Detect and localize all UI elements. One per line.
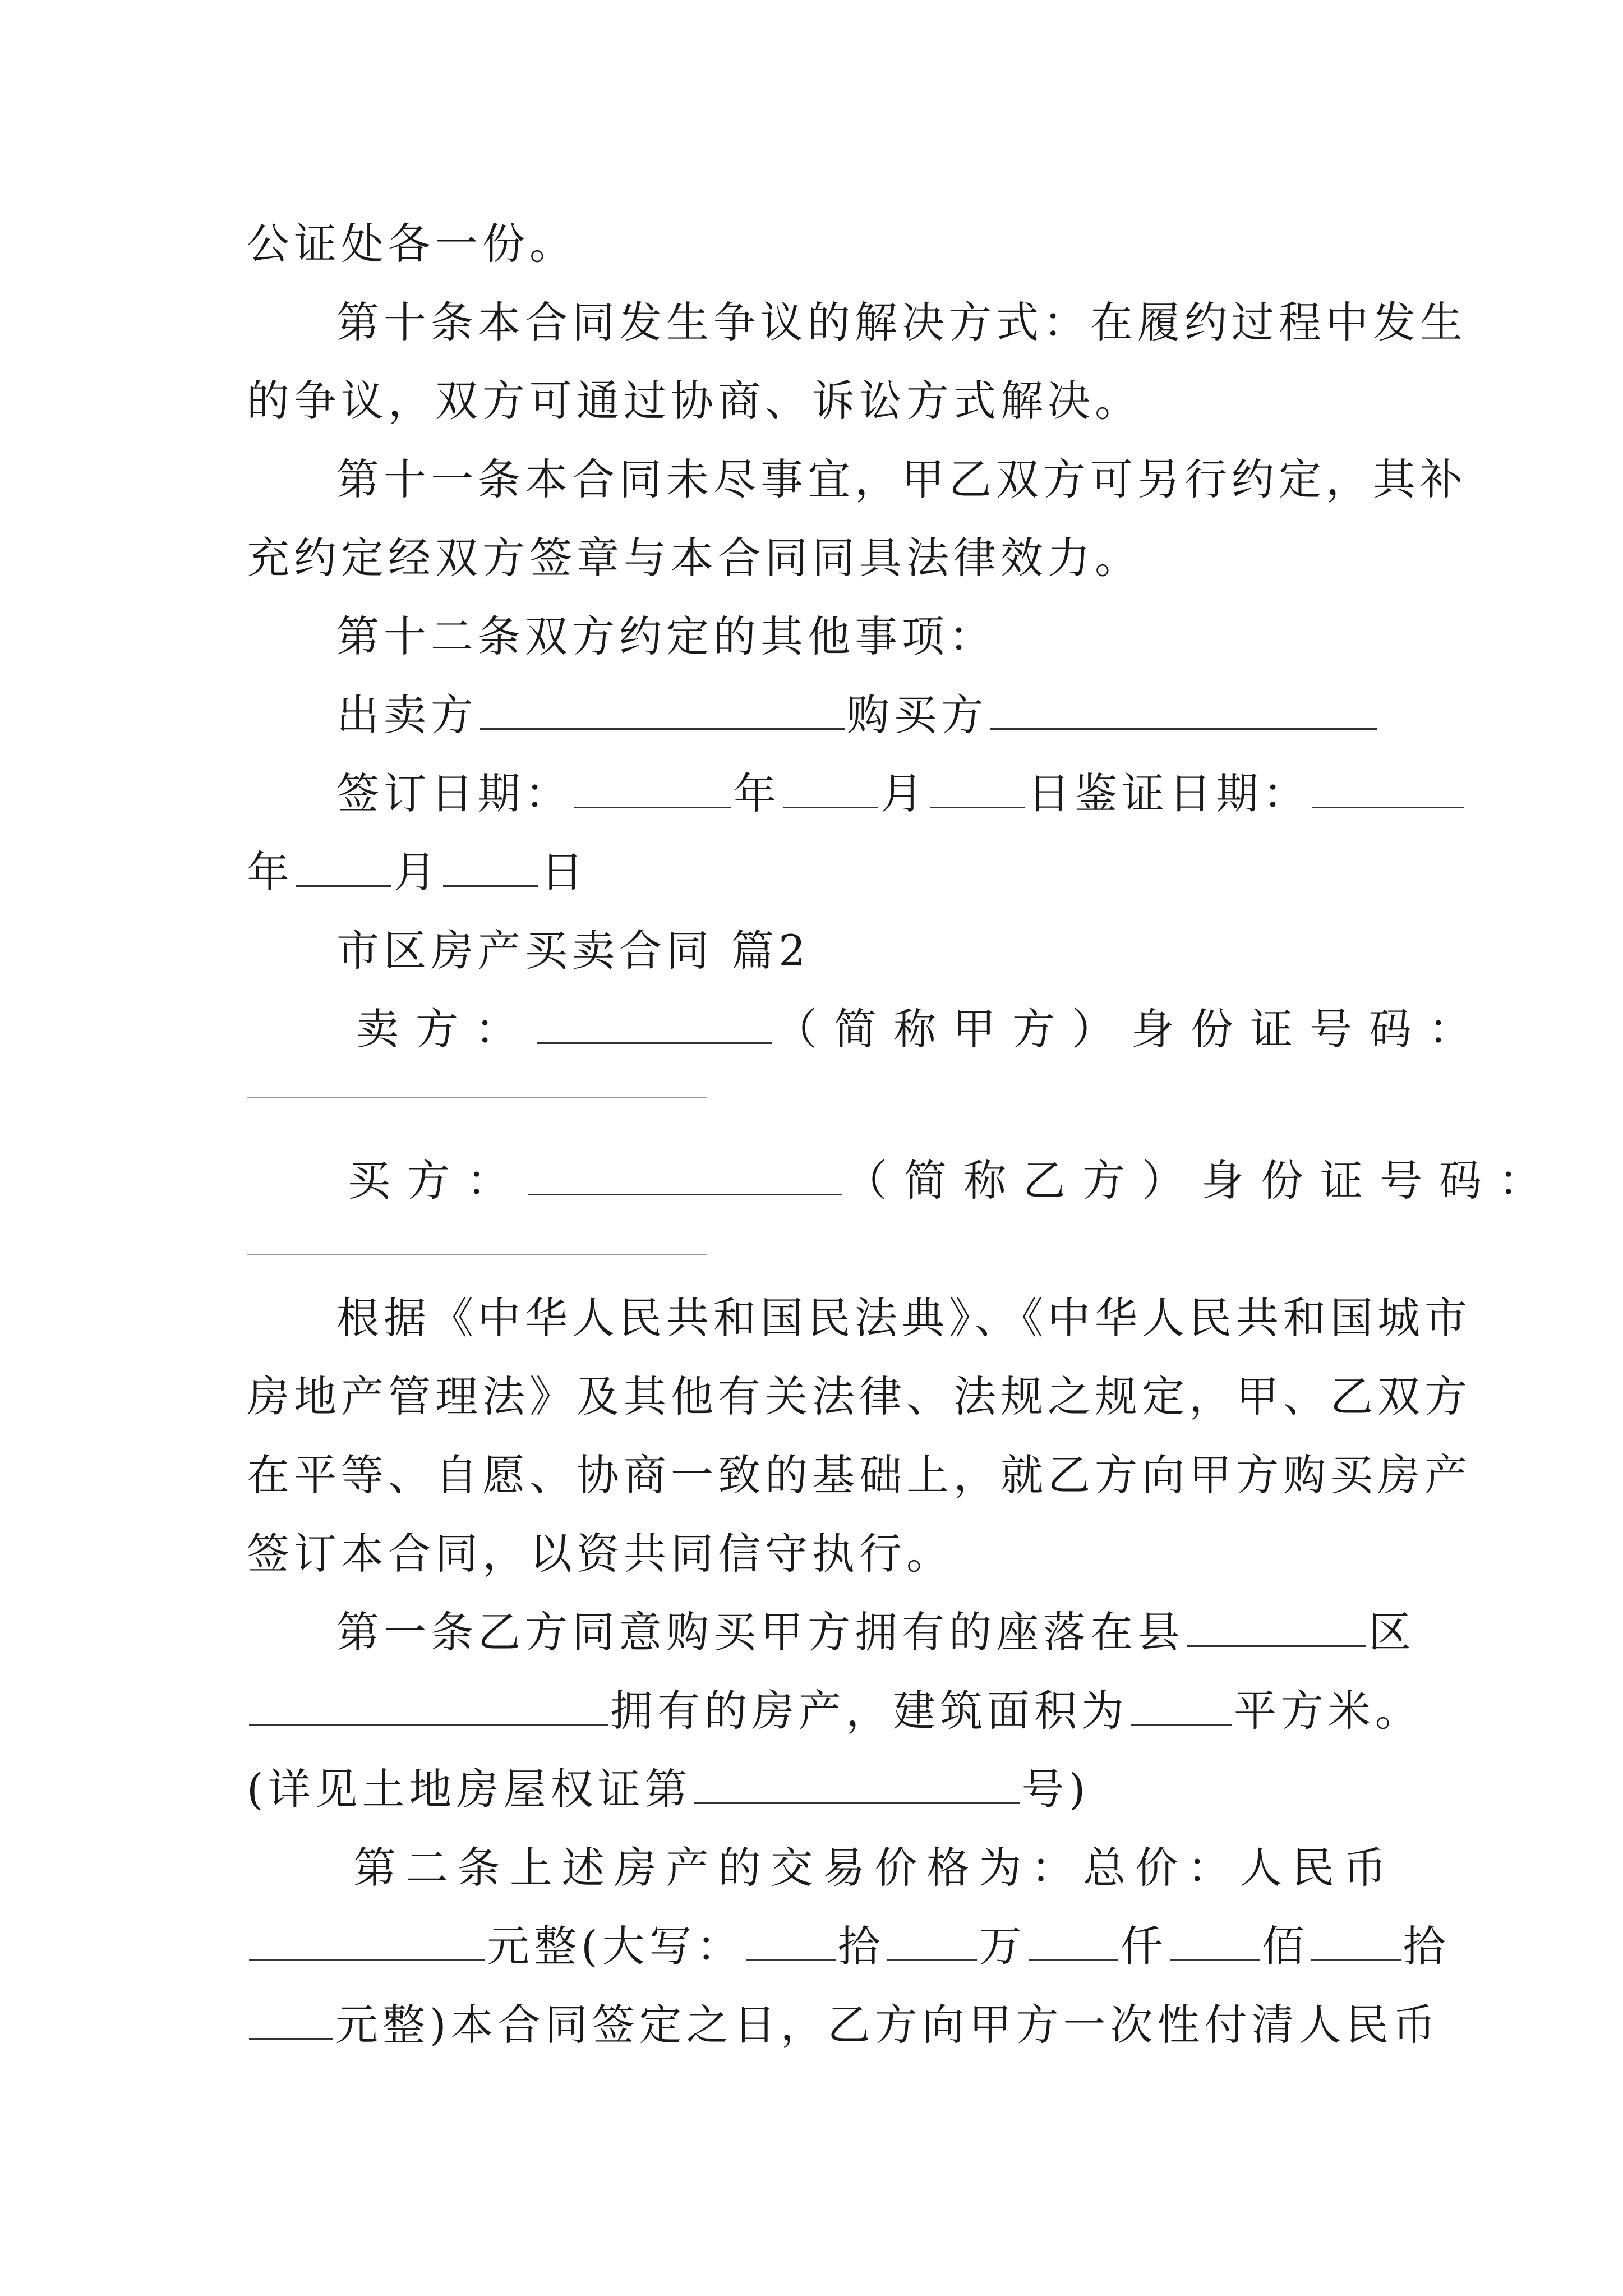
article-2-line-3 — [247, 1997, 1440, 2053]
preamble-line-4: 签订本合同，以资共同信守执行。 — [247, 1529, 953, 1579]
day-blank — [443, 846, 538, 887]
seller-name-blank — [537, 1003, 772, 1044]
article-1-text: 第一条乙方同意购买甲方拥有的座落在县 — [336, 1607, 1184, 1657]
verify-date-label: 日鉴证日期： — [1027, 769, 1310, 818]
buyer-id-label: （简称乙方）身份证号码： — [845, 1156, 1558, 1205]
year-blank — [574, 767, 731, 808]
capital-label: 元整(大写： — [487, 1921, 744, 1971]
buyer-label: 购买方 — [847, 690, 988, 740]
certificate-text: (详见土地房屋权证第 — [247, 1764, 692, 1814]
unit-label: 拾 — [1403, 1921, 1450, 1971]
certificate-suffix: 号) — [1021, 1764, 1090, 1814]
total-price-blank — [249, 1920, 485, 1961]
sign-date-label: 签订日期： — [336, 769, 572, 818]
buyer-label: 买方： — [348, 1156, 526, 1205]
seller-line — [356, 1001, 1488, 1057]
article-2-text: 元整)本合同签定之日，乙方向甲方一次性付清人民币 — [335, 2000, 1440, 2050]
seller-label: 出卖方 — [336, 690, 478, 740]
article-10-line-2: 的争议，双方可通过协商、诉讼方式解决。 — [247, 376, 1142, 426]
blank — [249, 1999, 333, 2040]
blank — [746, 1920, 836, 1961]
seller-id-blank — [247, 1097, 707, 1098]
article-12: 第十二条双方约定的其他事项： — [336, 611, 996, 661]
month-blank — [783, 767, 878, 808]
article-10-line-1: 第十条本合同发生争议的解决方式：在履约过程中发生 — [336, 297, 1467, 347]
day-blank — [930, 767, 1025, 808]
area-blank — [1131, 1685, 1232, 1726]
article-11-line-2: 充约定经双方签章与本合同同具法律效力。 — [247, 533, 1142, 583]
unit-label: 仟 — [1120, 1921, 1168, 1971]
article-11-line-1: 第十一条本合同未尽事宜，甲乙双方可另行约定，其补 — [336, 454, 1467, 504]
buyer-id-blank — [247, 1254, 707, 1255]
blank — [1170, 1920, 1260, 1961]
unit-label: 佰 — [1261, 1921, 1309, 1971]
article-1-line-3 — [247, 1761, 1391, 1818]
blank — [1029, 1920, 1118, 1961]
certificate-blank — [694, 1763, 1020, 1804]
unit-label: 拾 — [837, 1921, 885, 1971]
article-2-line-1: 第二条上述房产的交易价格为：总价：人民币 — [353, 1843, 1391, 1893]
blank — [1311, 1920, 1401, 1961]
article-1-line-1 — [336, 1604, 1415, 1660]
verify-year-blank — [1312, 767, 1464, 808]
seller-id-label: （简称甲方）身份证号码： — [774, 1004, 1488, 1054]
day-label: 日 — [541, 847, 588, 897]
month-label: 月 — [880, 769, 928, 818]
buyer-line — [348, 1153, 1558, 1209]
location-blank — [249, 1685, 608, 1726]
month-blank — [296, 846, 391, 887]
preamble-line-1: 根据《中华人民共和国民法典》、《中华人民共和国城市 — [336, 1293, 1472, 1343]
seller-blank — [480, 689, 845, 730]
county-blank — [1187, 1606, 1366, 1647]
year-label: 年 — [734, 769, 781, 818]
month-label: 月 — [394, 847, 441, 897]
year-label: 年 — [247, 847, 294, 897]
signature-line — [336, 687, 1391, 743]
article-2-line-2 — [247, 1918, 1450, 1975]
buyer-name-blank — [528, 1154, 842, 1195]
buyer-blank — [990, 689, 1377, 730]
date-line — [336, 766, 1391, 822]
area-unit: 平方米。 — [1234, 1686, 1422, 1736]
unit-label: 万 — [979, 1921, 1026, 1971]
district-label: 区 — [1368, 1607, 1415, 1657]
seller-label: 卖方： — [356, 1004, 534, 1054]
section-title: 市区房产买卖合同 篇2 — [336, 926, 810, 976]
preamble-line-2: 房地产管理法》及其他有关法律、法规之规定，甲、乙双方 — [247, 1372, 1472, 1421]
area-text: 拥有的房产，建筑面积为 — [610, 1686, 1128, 1736]
article-1-line-2 — [247, 1683, 1422, 1739]
date-line-2 — [247, 844, 1391, 900]
text-line: 公证处各一份。 — [247, 219, 577, 269]
preamble-line-3: 在平等、自愿、协商一致的基础上，就乙方向甲方购买房产 — [247, 1450, 1472, 1500]
blank — [887, 1920, 977, 1961]
